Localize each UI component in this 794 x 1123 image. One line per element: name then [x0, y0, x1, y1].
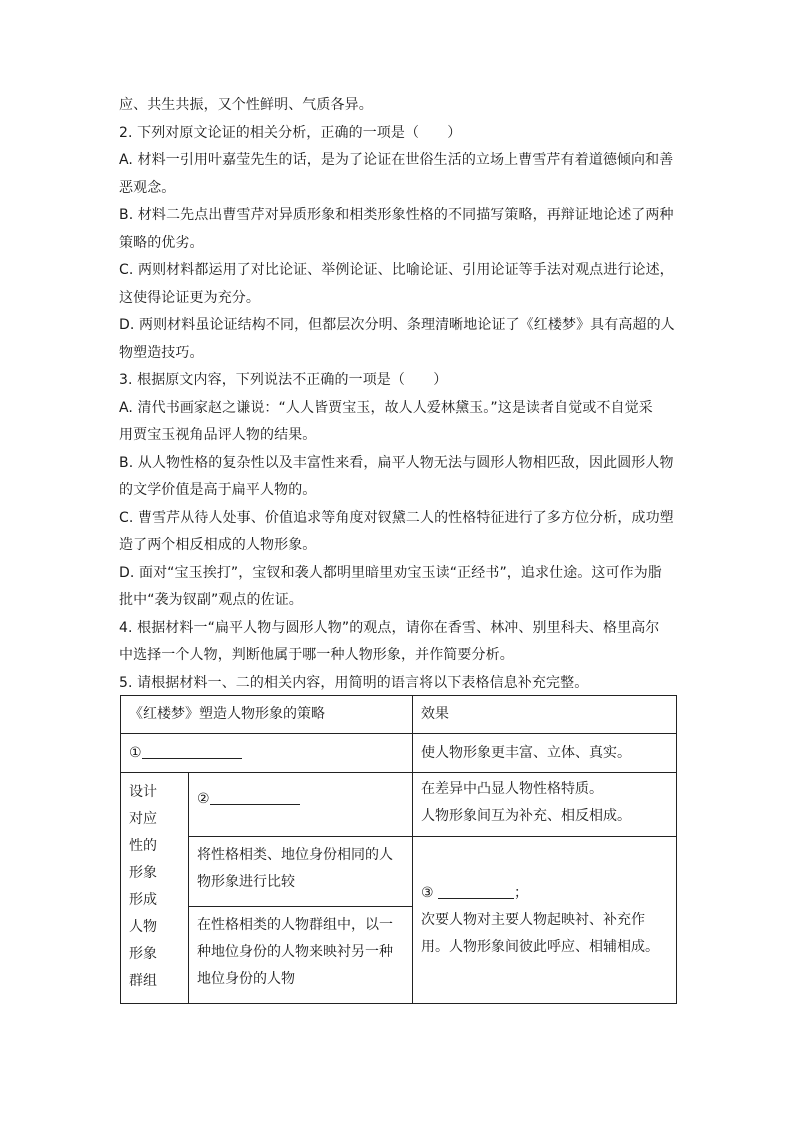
option-3a: A. 清代书画家赵之谦说：“人人皆贾宝玉，故人人爱林黛玉。”这是读者自觉或不自觉采 [119, 399, 653, 416]
option-3d-cont: 批中“袭为钗副”观点的佐证。 [119, 592, 303, 608]
option-2c-cont: 这使得论证更为充分。 [119, 289, 260, 306]
fill-blank-2[interactable] [210, 788, 300, 805]
fill-blank-3[interactable] [438, 882, 514, 899]
question-2-stem: 2. 下列对原文论证的相关分析，正确的一项是（ ） [119, 124, 462, 141]
table-header-strategy: 《红楼梦》塑造人物形象的策略 [121, 696, 413, 734]
table-cell-blank-2 [189, 773, 413, 837]
table-cell-strategy-3: 将性格相类、地位身份相同的人物形象进行比较 [189, 837, 413, 907]
question-text [119, 92, 679, 697]
option-2b-cont: 策略的优劣。 [119, 234, 204, 251]
option-2a: A. 材料一引用叶嘉莹先生的话，是为了论证在世俗生活的立场上曹雪芹有着道德倾向和善 [119, 152, 674, 168]
table-cell-strategy-4: 在性格相类的人物群组中，以一种地位身份的人物来映衬另一种地位身份的人物 [189, 907, 413, 1004]
option-2a-cont: 恶观念。 [119, 179, 176, 196]
option-3b: B. 从人物性格的复杂性以及丰富性来看，扁平人物无法与圆形人物相匹敌，因此圆形人物 [119, 454, 674, 471]
option-2b: B. 材料二先点出曹雪芹对异质形象和相类形象性格的不同描写策略，再辩证地论述了两种 [119, 207, 674, 223]
answer-table [120, 695, 677, 1004]
table-group-label-cell [121, 773, 189, 1004]
blank-marker-1: ① [129, 745, 142, 761]
text-line: 应、共生共振，又个性鲜明、气质各异。 [119, 97, 373, 113]
group-label: 设计 对应 性的 形象 形成 人物 形象 群组 [129, 784, 157, 989]
question-3-stem: 3. 根据原文内容，下列说法不正确的一项是（ ） [119, 372, 448, 388]
blank-marker-2: ② [197, 791, 210, 807]
table-cell-effect-2: 在差异中凸显人物性格特质。 人物形象间互为补充、相反相成。 [413, 773, 677, 837]
blank-marker-3: ③ [421, 884, 434, 901]
option-3c: C. 曹雪芹从待人处事、价值追求等角度对钗黛二人的性格特征进行了多方位分析，成功塑 [119, 509, 674, 526]
table-cell-blank-1 [121, 734, 413, 773]
option-2c: C. 两则材料都运用了对比论证、举例论证、比喻论证、引用论证等手法对观点进行论述， [119, 262, 674, 278]
question-4-cont: 中选择一个人物，判断他属于哪一种人物形象，并作简要分析。 [119, 647, 514, 663]
option-2d-cont: 物塑造技巧。 [119, 344, 204, 361]
option-3b-cont: 的文学价值是高于扁平人物的。 [119, 482, 317, 498]
question-5-stem: 5. 请根据材料一、二的相关内容，用简明的语言将以下表格信息补充完整。 [119, 674, 589, 691]
table-cell-effect-3: ③ ； 次要人物对主要人物起映衬、补充作用。人物形象间彼此呼应、相辅相成。 [413, 837, 677, 1004]
option-3d: D. 面对“宝玉挨打”，宝钗和袭人都明里暗里劝宝玉读“正经书”，追求仕途。这可作为脂 [119, 564, 662, 581]
fill-blank-1[interactable] [142, 742, 242, 759]
question-4-stem: 4. 根据材料一“扁平人物与圆形人物”的观点，请你在香雪、林冲、别里科夫、格里高尔 [119, 619, 660, 636]
option-3c-cont: 造了两个相反相成的人物形象。 [119, 537, 317, 553]
table-cell-effect-1: 使人物形象更丰富、立体、真实。 [413, 734, 677, 773]
table-header-effect: 效果 [413, 696, 677, 734]
option-3a-cont: 用贾宝玉视角品评人物的结果。 [119, 427, 317, 443]
option-2d: D. 两则材料虽论证结构不同，但都层次分明、条理清晰地论证了《红楼梦》具有高超的人 [119, 317, 675, 333]
